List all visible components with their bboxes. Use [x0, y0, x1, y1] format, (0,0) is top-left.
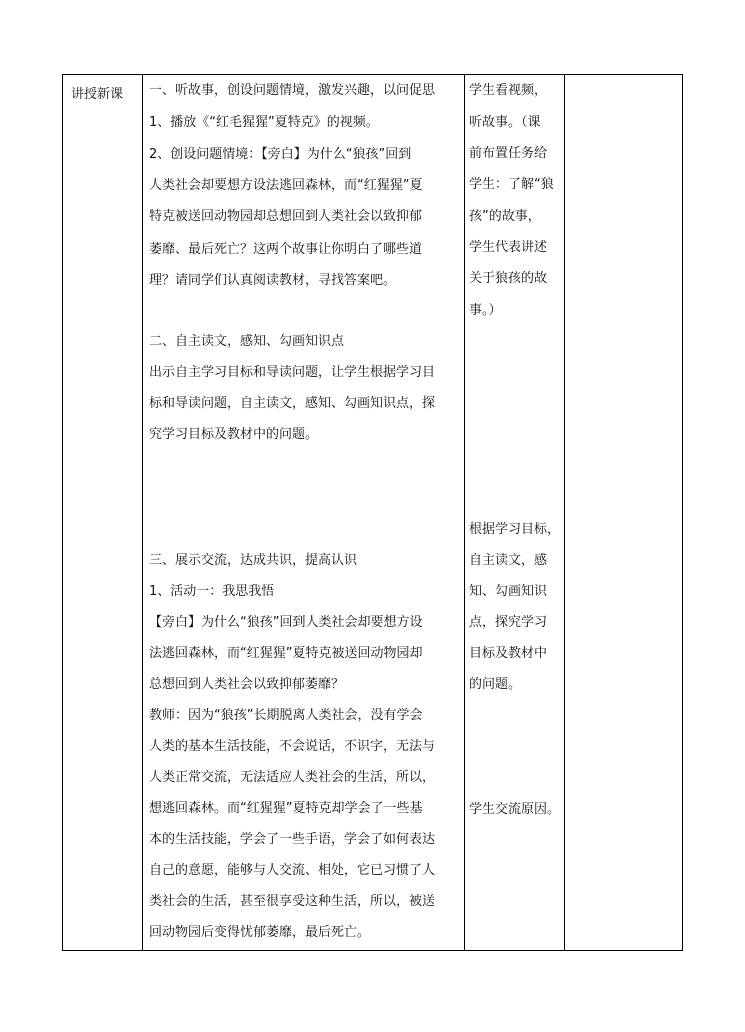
student-line: 前布置任务给: [469, 146, 548, 161]
student-line: 自主读文，感: [469, 553, 548, 568]
phase-label: 讲授新课: [71, 87, 124, 102]
phase-cell: [63, 75, 143, 951]
student-line: 学生：了解“狼: [469, 177, 554, 192]
teacher-line: 总想回到人类社会以致抑郁萎靡？: [149, 677, 345, 692]
student-line: 事。）: [469, 303, 502, 318]
teacher-line: 教师：因为“狼孩”长期脱离人类社会，没有学会: [149, 708, 423, 723]
teacher-line: 想逃回森林。而“红猩猩”夏特克却学会了一些基: [149, 801, 423, 816]
teacher-line: 人类社会却要想方设法逃回森林，而“红猩猩”夏: [149, 178, 423, 193]
teacher-line: 自己的意愿，能够与人交流、相处，它已习惯了人: [149, 863, 436, 878]
student-line: 的问题。: [469, 677, 522, 692]
teacher-line: 1、播放《“红毛猩猩”夏特克》的视频。: [149, 115, 379, 130]
teacher-line: 【旁白】为什么“狼孩”回到人类社会却要想方设: [149, 615, 423, 630]
teacher-line: 特克被送回动物园却总想回到人类社会以致抑郁: [149, 209, 423, 224]
student-line: 学生看视频，: [469, 83, 548, 98]
teacher-line: 本的生活技能，学会了一些手语，学会了如何表达: [149, 832, 436, 847]
student-line: 目标及教材中: [469, 646, 548, 661]
student-line: 学生交流原因。: [469, 802, 561, 817]
teacher-activity-cell: [143, 75, 465, 951]
teacher-line: 法逃回森林，而“红猩猩”夏特克被送回动物园却: [149, 646, 423, 661]
teacher-line: 人类的基本生活技能，不会说话，不识字，无法与: [149, 739, 436, 754]
teacher-line: 2、创设问题情境：【旁白】为什么“狼孩”回到: [149, 147, 412, 162]
teacher-line: 类社会的生活，甚至很享受这种生活，所以，被送: [149, 894, 436, 909]
student-line: 听故事。（课: [469, 115, 541, 130]
student-line: 点，探究学习: [469, 615, 548, 630]
table-row: [63, 75, 683, 951]
teacher-line: 回动物园后变得忧郁萎靡，最后死亡。: [149, 925, 371, 940]
teacher-line: 人类正常交流，无法适应人类社会的生活，所以，: [149, 770, 436, 785]
lesson-plan-table: [62, 74, 683, 951]
teacher-line: 1、活动一：我思我悟: [149, 584, 275, 599]
student-activity-cell: [465, 75, 565, 951]
teacher-line: 理？请同学们认真阅读教材，寻找答案吧。: [149, 273, 397, 288]
teacher-line: 三、展示交流，达成共识，提高认识: [149, 553, 358, 568]
teacher-line: 标和导读问题，自主读文，感知、勾画知识点，探: [149, 396, 436, 411]
teacher-line: 一、听故事，创设问题情境，激发兴趣，以问促思: [149, 83, 436, 98]
teacher-line: 二、自主读文，感知、勾画知识点: [149, 334, 345, 349]
student-line: 关于狼孩的故: [469, 271, 548, 286]
student-line: 学生代表讲述: [469, 240, 548, 255]
student-line: 知、勾画知识: [469, 584, 548, 599]
teacher-line: 出示自主学习目标和导读问题，让学生根据学习目: [149, 365, 436, 380]
teacher-line: 究学习目标及教材中的问题。: [149, 427, 319, 442]
student-line: 孩”的故事，: [469, 209, 541, 224]
teacher-line: 萎靡、最后死亡？这两个故事让你明白了哪些道: [149, 242, 423, 257]
student-line: 根据学习目标，: [469, 522, 561, 537]
notes-cell: [565, 75, 683, 951]
